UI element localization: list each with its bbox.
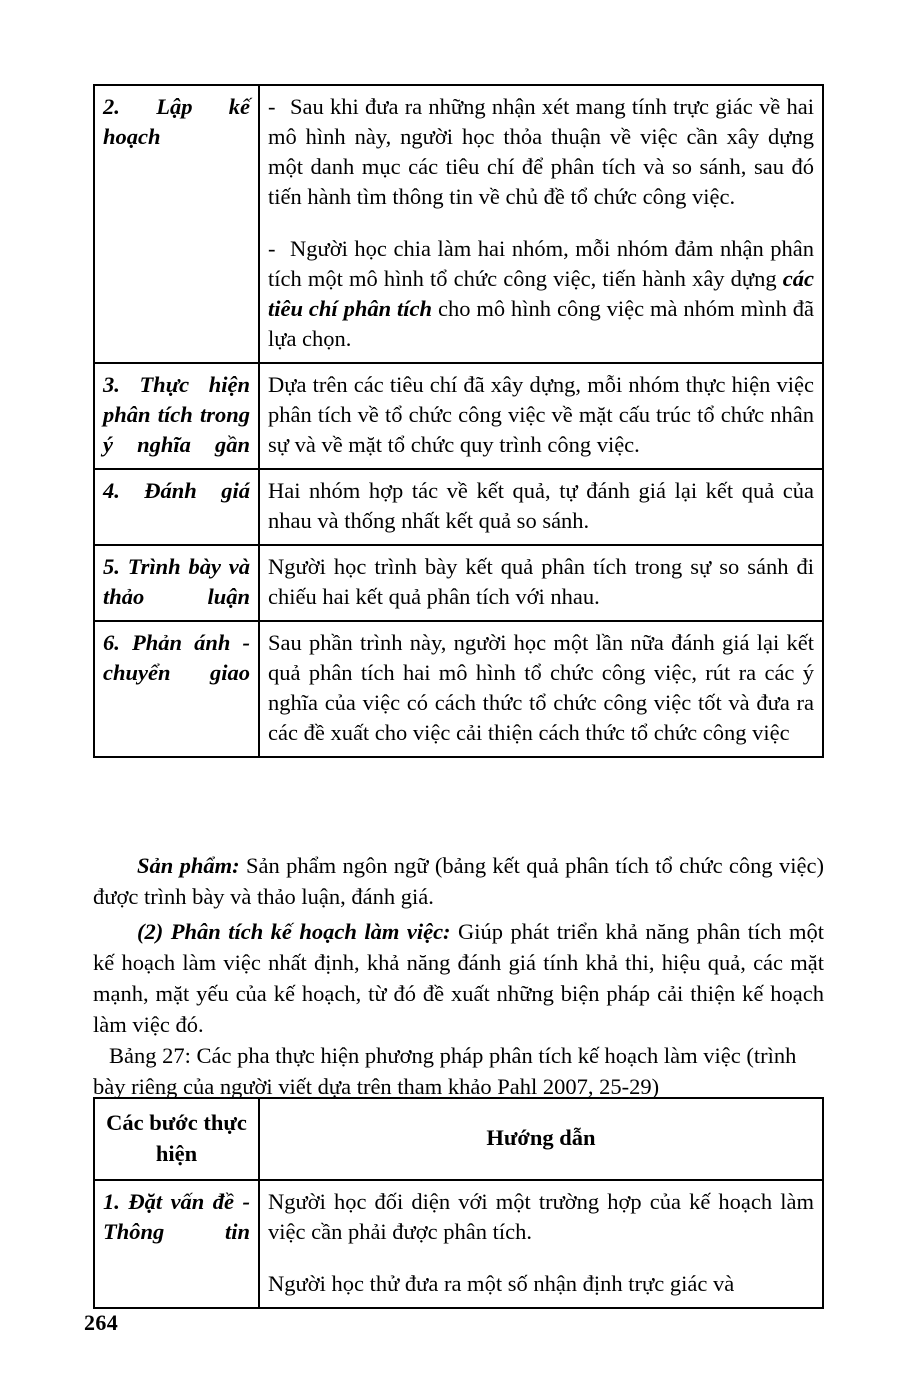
body-text: Người học đối diện với một trường hợp của kế hoạch làm việc cần phải được phân tích. xyxy=(268,1189,814,1244)
page-number: 264 xyxy=(84,1310,119,1335)
table-phases-2-head xyxy=(94,1098,823,1180)
guide-paragraph xyxy=(268,1187,814,1247)
table-cell-step: 4. Đánh giá xyxy=(94,469,259,545)
guide-paragraph xyxy=(268,370,814,460)
table-cell-guide xyxy=(259,469,823,545)
table-cell-step: 2. Lập kế hoạch xyxy=(94,85,259,363)
column-header-guide: Hướng dẫn xyxy=(259,1098,823,1180)
column-header-steps: Các bước thực hiện xyxy=(94,1098,259,1180)
body-text: Người học thử đưa ra một số nhận định trực giác và xyxy=(268,1271,735,1296)
table-row xyxy=(94,621,823,757)
body-text: Dựa trên các tiêu chí đã xây dựng, mỗi nhóm thực hiện việc phân tích về tổ chức công việc về mặt cấu trúc tổ chức nhân sự và về mặt tổ chức quy trình công việc. xyxy=(268,372,814,457)
table-cell-guide xyxy=(259,363,823,469)
table-cell-step: 5. Trình bày và thảo luận xyxy=(94,545,259,621)
caption-label: Bảng 27 xyxy=(109,1043,185,1068)
emphasis-text: các tiêu chí phân tích xyxy=(268,266,814,321)
table-phases-1 xyxy=(93,84,824,758)
bullet-dash: - xyxy=(268,236,276,261)
body-text: Người học chia làm hai nhóm, mỗi nhóm đảm nhận phân tích một mô hình tổ chức công việc, tiến hành xây dựng xyxy=(268,236,814,291)
guide-paragraph xyxy=(268,92,814,212)
table-cell-step: 1. Đặt vấn đề - Thông tin xyxy=(94,1180,259,1308)
caption-text: : Các pha thực hiện phương pháp phân tích kế hoạch làm việc (trình bày riêng của người viết dựa trên tham khảo Pahl 2007, 25-29) xyxy=(93,1043,797,1099)
guide-paragraph xyxy=(268,234,814,354)
caption-table-27 xyxy=(93,1040,824,1102)
guide-paragraph xyxy=(268,476,814,536)
paragraph-product-label: Sản phẩm: xyxy=(137,853,240,878)
paragraph-analysis-label: (2) Phân tích kế hoạch làm việc: xyxy=(137,919,451,944)
body-text: Hai nhóm hợp tác về kết quả, tự đánh giá lại kết quả của nhau và thống nhất kết quả so sánh. xyxy=(268,478,814,533)
table-cell-guide xyxy=(259,1180,823,1308)
paragraph-analysis xyxy=(93,916,824,1040)
table-row xyxy=(94,85,823,363)
table-row xyxy=(94,363,823,469)
guide-paragraph xyxy=(268,628,814,748)
table-cell-guide xyxy=(259,85,823,363)
bullet-dash: - xyxy=(268,94,276,119)
table-cell-guide xyxy=(259,545,823,621)
table-cell-step: 6. Phản ánh - chuyển giao xyxy=(94,621,259,757)
paragraph-product xyxy=(93,850,824,912)
table-cell-step: 3. Thực hiện phân tích trong ý nghĩa gần xyxy=(94,363,259,469)
paragraph-product-text: Sản phẩm ngôn ngữ (bảng kết quả phân tích tổ chức công việc) được trình bày và thảo luận, đánh giá. xyxy=(93,853,824,909)
table-phases-2 xyxy=(93,1097,824,1309)
table-row xyxy=(94,1180,823,1308)
body-text: Sau phần trình này, người học một lần nữa đánh giá lại kết quả phân tích hai mô hình tổ chức công việc, rút ra các ý nghĩa của việc có cách thức tổ chức công việc tốt và đưa ra các đề xuất cho việc cải thiện cách thức tổ chức công việc xyxy=(268,630,814,745)
guide-paragraph xyxy=(268,552,814,612)
table-cell-guide xyxy=(259,621,823,757)
table-row xyxy=(94,469,823,545)
body-text: Sau khi đưa ra những nhận xét mang tính trực giác về hai mô hình này, người học thỏa thuận về việc cần xây dựng một danh mục các tiêu chí để phân tích và so sánh, sau đó tiến hành tìm thông tin về chủ đề tổ chức công việc. xyxy=(268,94,814,209)
body-text: Người học trình bày kết quả phân tích trong sự so sánh đi chiếu hai kết quả phân tích với nhau. xyxy=(268,554,814,609)
table-phases-2-body xyxy=(94,1180,823,1308)
table-header-row xyxy=(94,1098,823,1180)
body-text: cho mô hình công việc mà nhóm mình đã lựa chọn. xyxy=(268,296,814,351)
table-phases-1-body xyxy=(94,85,823,757)
table-row xyxy=(94,545,823,621)
guide-paragraph xyxy=(268,1269,814,1299)
paragraph-analysis-text: Giúp phát triển khả năng phân tích một kế hoạch làm việc nhất định, khả năng đánh giá tính khả thi, hiệu quả, các mặt mạnh, mặt yếu của kế hoạch, từ đó đề xuất những biện pháp cải thiện kế hoạch làm việc đó. xyxy=(93,919,825,1037)
